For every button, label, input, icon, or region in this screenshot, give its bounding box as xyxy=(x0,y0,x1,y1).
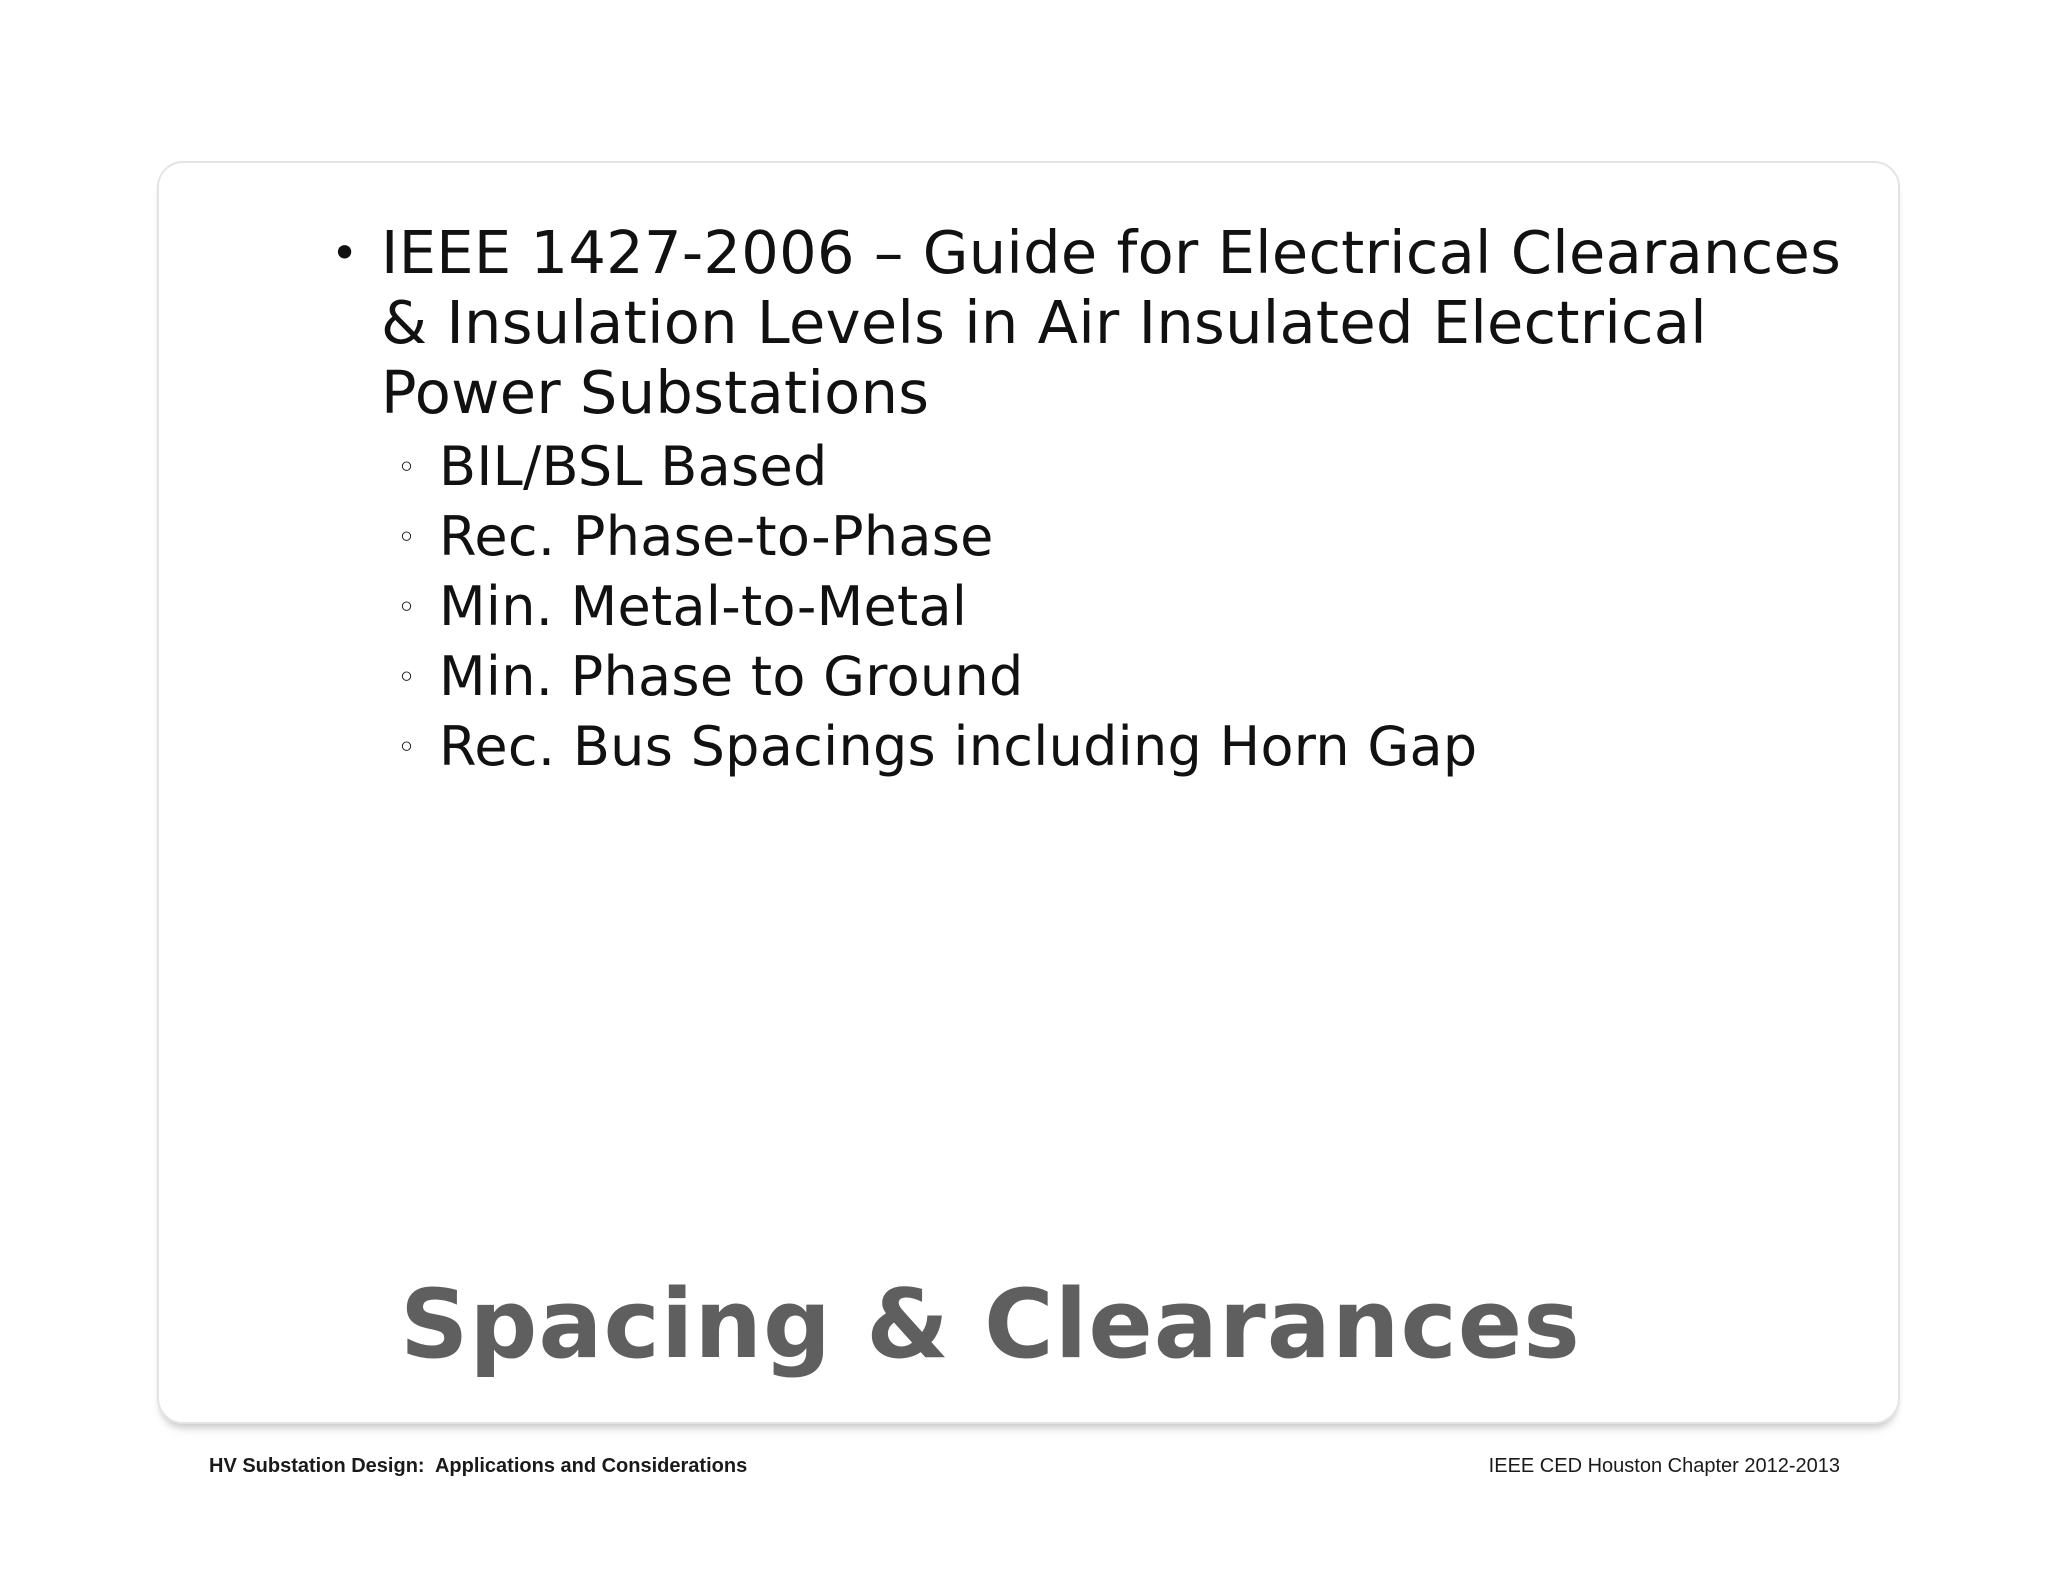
circle-bullet-icon: ◦ xyxy=(397,658,417,696)
circle-bullet-icon: ◦ xyxy=(397,518,417,556)
sub-bullet-item xyxy=(381,642,1883,712)
bullet-dot-icon: • xyxy=(331,226,359,280)
sub-bullet-text: Min. Phase to Ground xyxy=(439,645,1024,708)
sub-bullet-text: BIL/BSL Based xyxy=(439,435,828,498)
bullet-item-main xyxy=(323,218,1883,782)
circle-bullet-icon: ◦ xyxy=(397,728,417,766)
sub-bullet-text: Rec. Bus Spacings including Horn Gap xyxy=(439,715,1478,778)
bullet-main-text: IEEE 1427-2006 – Guide for Electrical Clearances & Insulation Levels in Air Insulated Electrical Power Substations xyxy=(381,218,1842,427)
slide-title: Spacing & Clearances xyxy=(400,1270,1581,1380)
circle-bullet-icon: ◦ xyxy=(397,588,417,626)
sub-bullet-text: Min. Metal-to-Metal xyxy=(439,575,968,638)
bullet-list xyxy=(323,218,1883,782)
sub-bullet-item xyxy=(381,712,1883,782)
sub-bullet-text: Rec. Phase-to-Phase xyxy=(439,505,994,568)
footer-left-text: HV Substation Design: Applications and Considerations xyxy=(209,1455,748,1477)
sub-bullet-list xyxy=(381,432,1883,782)
circle-bullet-icon: ◦ xyxy=(397,448,417,486)
footer-right-text: IEEE CED Houston Chapter 2012-2013 xyxy=(1488,1455,1840,1477)
sub-bullet-item xyxy=(381,572,1883,642)
sub-bullet-item xyxy=(381,502,1883,572)
sub-bullet-item xyxy=(381,432,1883,502)
